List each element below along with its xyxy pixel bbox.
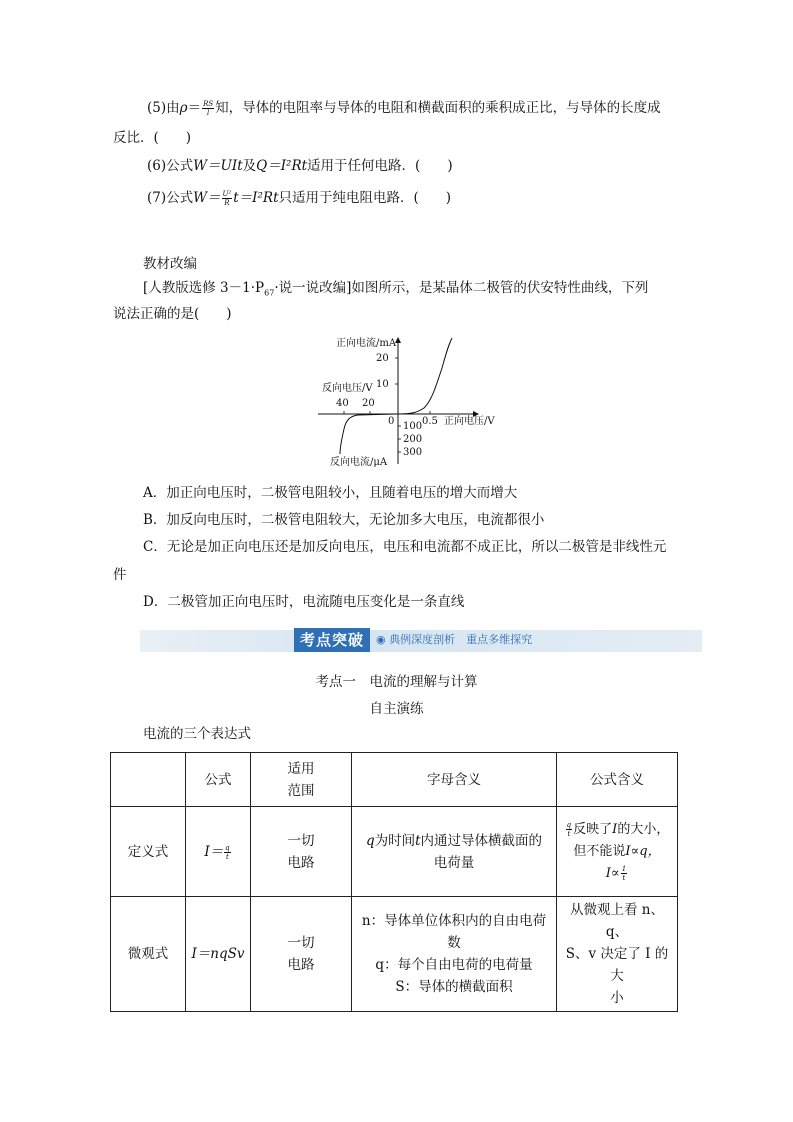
i-symbol: I bbox=[612, 821, 618, 837]
meaning-line1 bbox=[356, 830, 552, 852]
textbook-intro bbox=[143, 278, 648, 304]
tick-label-40: 40 bbox=[336, 398, 349, 409]
tick-label-100: 100 bbox=[403, 421, 423, 432]
row-letter-meaning bbox=[352, 807, 557, 897]
origin-label: 0 bbox=[388, 416, 395, 427]
statement-5-text: 知，导体的电阻率与导体的电阻和横截面积的乘积成正比，与导体的长度成 bbox=[215, 100, 661, 116]
option-a: A．加正向电压时，二极管电阻较小，且随着电压的增大而增大 bbox=[143, 485, 518, 501]
textbook-heading: 教材改编 bbox=[143, 256, 197, 272]
fraction-numerator: q bbox=[225, 843, 230, 852]
formula-w-uit: W＝UIt bbox=[193, 158, 243, 174]
formula-meaning-line2 bbox=[561, 841, 673, 863]
row-formula-meaning bbox=[557, 897, 678, 1012]
header-letter-meaning: 字母含义 bbox=[352, 753, 557, 807]
rs-over-l-fraction bbox=[202, 100, 214, 117]
formula-meaning-line3: 小 bbox=[610, 990, 624, 1006]
tick-label-20v: 20 bbox=[362, 398, 375, 409]
option-d: D．二极管加正向电压时，电流随电压变化是一条直线 bbox=[143, 594, 465, 610]
statement-7-text: 只适用于纯电阻电路．( ) bbox=[278, 190, 452, 206]
row-scope bbox=[251, 897, 352, 1012]
current-expressions-table bbox=[110, 752, 678, 1012]
statement-6 bbox=[147, 156, 453, 176]
diode-iv-chart bbox=[318, 334, 508, 468]
forward-curve bbox=[398, 338, 452, 414]
textbook-question: 说法正确的是( ) bbox=[113, 306, 232, 322]
row-name: 微观式 bbox=[111, 897, 186, 1012]
formula-meaning-text-2: 的大小， bbox=[617, 821, 670, 837]
tick-label-0-5: 0.5 bbox=[422, 416, 438, 427]
scope-line2: 电路 bbox=[287, 957, 315, 973]
equals-sign: ＝ bbox=[187, 100, 202, 116]
header-scope-line2: 范围 bbox=[287, 782, 315, 799]
formula-meaning-line1: 从微观上看 n、q、 bbox=[570, 902, 664, 940]
option-c: C．无论是加正向电压还是加反向电压，电压和电流都不成正比，所以二极管是非线性元 bbox=[143, 539, 667, 555]
and-word: 及 bbox=[242, 158, 257, 174]
scope-line1: 一切 bbox=[287, 935, 315, 951]
page-subscript: 67 bbox=[264, 288, 275, 298]
option-b: B．加反向电压时，二极管电阻较大，无论加多大电压，电流都很小 bbox=[143, 512, 545, 528]
fraction-denominator: t bbox=[567, 829, 571, 838]
meaning-text-2: 内通过导体横截面的 bbox=[420, 832, 543, 849]
formula-meaning-line1 bbox=[561, 819, 673, 841]
formula-lhs: I＝ bbox=[204, 843, 224, 860]
reverse-current-label: 反向电流/μA bbox=[330, 457, 388, 468]
forward-voltage-label: 正向电压/V bbox=[444, 416, 495, 427]
formula-t-i2rt: t＝I²Rt bbox=[233, 190, 279, 206]
tick-label-10: 10 bbox=[376, 379, 389, 390]
forward-current-label: 正向电流/mA bbox=[336, 338, 397, 349]
banner-tag: 考点突破 bbox=[294, 628, 370, 652]
u2-over-r-fraction bbox=[222, 190, 233, 207]
statement-5-prefix: (5)由 bbox=[147, 100, 180, 116]
meaning-line1: n：导体单位体积内的自由电荷 bbox=[361, 913, 547, 929]
meaning-line4: S：导体的横截面积 bbox=[395, 979, 513, 995]
fraction-numerator: 1 bbox=[621, 864, 627, 873]
scope-line1: 一切 bbox=[287, 832, 315, 849]
header-formula-meaning: 公式含义 bbox=[557, 753, 678, 807]
table-caption: 电流的三个表达式 bbox=[143, 726, 251, 742]
section-banner bbox=[140, 624, 702, 656]
option-c-continuation: 件 bbox=[113, 567, 127, 583]
formula-meaning-line3 bbox=[561, 863, 673, 885]
meaning-text-1: 为时间 bbox=[374, 832, 416, 849]
row-letter-meaning bbox=[352, 897, 557, 1012]
formula-meaning-text-5: I∝ bbox=[605, 865, 620, 881]
fraction-denominator: l bbox=[206, 109, 210, 117]
scope-line2: 电路 bbox=[287, 854, 315, 871]
statement-6-prefix: (6)公式 bbox=[147, 158, 194, 174]
tick-label-200: 200 bbox=[403, 434, 423, 445]
statement-7 bbox=[147, 188, 451, 208]
meaning-line2: 电荷量 bbox=[433, 854, 475, 871]
fraction-numerator: q bbox=[566, 820, 572, 829]
row-formula bbox=[186, 807, 251, 897]
meaning-line3: q：每个自由电荷的电荷量 bbox=[375, 957, 533, 973]
table-row bbox=[111, 807, 678, 897]
section-title: 考点一 电流的理解与计算 bbox=[315, 674, 478, 690]
fraction-numerator: RS bbox=[203, 100, 214, 108]
formula-meaning-text-3: 但不能说 bbox=[573, 843, 626, 859]
fraction-denominator: t bbox=[226, 852, 229, 861]
tick-label-20: 20 bbox=[376, 353, 389, 364]
formula-w: W＝ bbox=[193, 190, 221, 206]
intro-part-1: [人教版选修 3－1·P bbox=[143, 280, 265, 296]
fraction-denominator: t bbox=[622, 873, 626, 882]
statement-5-continuation: 反比．( ) bbox=[113, 130, 192, 146]
section-subtitle: 自主演练 bbox=[369, 701, 424, 717]
formula-meaning-text-4: I∝q， bbox=[625, 843, 661, 859]
one-over-t-fraction bbox=[621, 865, 627, 882]
meaning-line2: 数 bbox=[447, 935, 461, 951]
row-formula: I＝nqSv bbox=[186, 897, 251, 1012]
t-symbol: t bbox=[415, 832, 421, 849]
reverse-voltage-label: 反向电压/V bbox=[322, 383, 373, 394]
banner-subtitle: ◉ 典例深度剖析 重点多维探究 bbox=[376, 633, 533, 646]
rho-symbol: ρ bbox=[179, 100, 188, 116]
header-scope-line1: 适用 bbox=[287, 760, 315, 777]
formula-q-i2rt: Q＝I²Rt bbox=[256, 158, 308, 174]
intro-part-2: ·说一说改编]如图所示，是某晶体二极管的伏安特性曲线，下列 bbox=[274, 280, 649, 296]
formula-meaning-text-1: 反映了 bbox=[573, 821, 613, 837]
row-scope bbox=[251, 807, 352, 897]
q-over-t-fraction bbox=[566, 821, 572, 838]
fraction-numerator: U² bbox=[222, 190, 232, 198]
row-name: 定义式 bbox=[111, 807, 186, 897]
table-header-row bbox=[111, 753, 678, 807]
header-empty bbox=[111, 753, 186, 807]
fraction-denominator: R bbox=[224, 199, 230, 207]
row-formula-meaning bbox=[557, 807, 678, 897]
tick-label-300: 300 bbox=[403, 447, 423, 458]
q-symbol: q bbox=[365, 832, 375, 849]
statement-7-prefix: (7)公式 bbox=[147, 190, 194, 206]
q-over-t-fraction bbox=[224, 844, 230, 861]
header-formula: 公式 bbox=[186, 753, 251, 807]
formula-meaning-line2: S、v 决定了 I 的大 bbox=[565, 946, 669, 984]
statement-6-text: 适用于任何电路．( ) bbox=[307, 158, 453, 174]
header-scope bbox=[251, 753, 352, 807]
table-row bbox=[111, 897, 678, 1012]
statement-5 bbox=[147, 98, 661, 118]
